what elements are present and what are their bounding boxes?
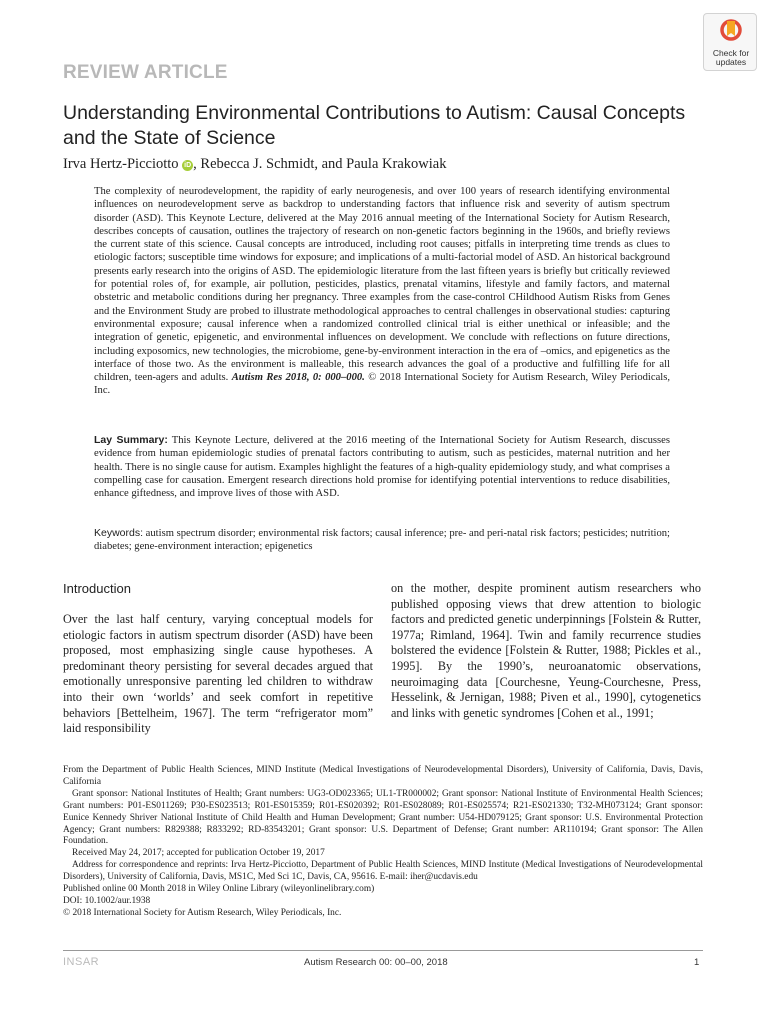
intro-column-left: [63, 612, 373, 737]
lay-summary-text: This Keynote Lecture, delivered at the 2016 meeting of the International Society for Autism Research, discusses evidence from human epidemiologic studies of prenatal factors contributing to autism, such as pesticides, maternal nutrition and her health. There is no single cause for autism. Examples highlight the features of a high-quality epidemiology study, and what comprises a compelling case for causation. Emergent research directions hold promise for identifying potential interventions to reduce disabilities, enhance giftedness, and improve lives of those with ASD.: [94, 435, 670, 500]
abstract: [94, 185, 670, 398]
lay-summary-label: Lay Summary:: [94, 434, 168, 446]
abstract-body: The complexity of neurodevelopment, the rapidity of early neurogenesis, and over 100 years of research identifying environmental influences on neurodevelopment serve as backdrop to understanding factors that influence risk and severity of autism spectrum disorder (ASD). This Keynote Lecture, delivered at the May 2016 annual meeting of the International Society for Autism Research, describes concepts of causation, outlines the trajectory of research on non-genetic factors beginning in the 1960s, and briefly reviews the current state of this science. Causal concepts are introduced, including root causes; pitfalls in interpreting time trends as clues to etiologic factors; susceptible time windows for exposure; and implications of a multi-factorial model of ASD. An historical background presents early research into the origins of ASD. The epidemiologic literature from the last fifteen years is briefly but critically reviewed for potential roles of, for example, air pollution, pesticides, plastics, prenatal vitamins, lifestyle and family factors, and maternal obstetric and metabolic conditions during her pregnancy. Three examples from the case-control CHildhood Autism Risks from Genes and the Environment Study are probed to illustrate methodological approaches to central challenges in observational studies: capturing environmental exposure; causal inference when a randomized controlled clinical trial is either unethical or infeasible; and the integration of genetic, epigenetic, and environmental influences on development. We conclude with reflections on future directions, including exposomics, new technologies, the microbiome, gene-by-environment interaction in the era of –omics, and epigenetics as the interface of those two. As the environment is malleable, this research advances the goal of a productive and fulfilling life for all children, teen-agers and adults.: [94, 186, 670, 384]
copyright-note: © 2018 International Society for Autism Research, Wiley Periodicals, Inc.: [63, 907, 342, 918]
address-note: Address for correspondence and reprints: Irva Hertz-Picciotto, Department of Public Health Sciences, MIND Institute (Medical Investigations of Neurodevelopmental Disorders), University of California, Davis, MS1C, Med Sci 1C, Davis, CA, 95616. E-mail: iher@ucdavis.edu: [63, 860, 703, 883]
footer-divider: [63, 950, 703, 951]
article-notes: [63, 765, 703, 920]
author-rest: , Rebecca J. Schmidt, and Paula Krakowiak: [193, 156, 447, 172]
footer-page-number: 1: [694, 957, 700, 968]
affiliation-note: From the Department of Public Health Sciences, MIND Institute (Medical Investigations of Neurodevelopmental Disorders), University of California, Davis, Davis, California: [63, 765, 703, 787]
article-title: Understanding Environmental Contributions to Autism: Causal Concepts and the State of Science: [63, 102, 686, 149]
introduction-heading: Introduction: [63, 581, 131, 596]
published-note: Published online 00 Month 2018 in Wiley Online Library (wileyonlinelibrary.com): [63, 884, 375, 895]
footer-society: INSAR: [63, 956, 100, 968]
intro-column-right: [391, 581, 701, 721]
check-for-updates-badge[interactable]: [703, 13, 757, 71]
author-first: Irva Hertz-Picciotto: [63, 156, 179, 172]
keywords-text: autism spectrum disorder; environmental risk factors; causal inference; pre- and peri-natal risk factors; pesticides; nutrition; diabetes; gene-environment interaction; epigenetics: [94, 528, 670, 553]
badge-line-1: Check for: [712, 48, 750, 58]
footer-journal: Autism Research 00: 00–00, 2018: [304, 957, 448, 968]
abstract-citation: Autism Res 2018, 0: 000–000.: [231, 372, 365, 384]
intro-right-text: on the mother, despite prominent autism researchers who published opposing views that drew attention to biologic factors and predicted genetic underpinnings [Folstein & Rutter, 1977a; Rimland, 1964]. Twin and family recurrence studies bolstered the evidence [Folstein & Rutter, 1988; Pickles et al., 1995]. By the 1990’s, neuroanatomic observations, neuroimaging data [Courchesne, Yeung-Courchesne, Press, Hesselink, & Jernigan, 1988; Piven et al., 1990], cytogenetics and links with genetic syndromes [Cohen et al., 1991;: [391, 581, 701, 720]
received-note: Received May 24, 2017; accepted for publication October 19, 2017: [72, 848, 325, 859]
keywords-label: Keywords:: [94, 527, 144, 539]
badge-line-2: updates: [715, 57, 747, 67]
intro-left-text: Over the last half century, varying conceptual models for etiologic factors in autism spectrum disorder (ASD) have been proposed, most emphasizing single cause hypotheses. A predominant theory persisting for several decades argued that emotionally unresponsive parenting led children to withdraw into their own ‘worlds’ and seek comfort in repetitive behaviors [Bettelheim, 1967]. The term “refrigerator mom” laid responsibility: [63, 612, 373, 736]
grant-note: Grant sponsor: National Institutes of Health; Grant numbers: UG3-OD023365; UL1-TR000002; Grant sponsor: National Institute of Environmental Health Sciences; Grant numbers: P01-ES011269; P30-ES023513; R01-ES015359; R01-ES020392; R01-ES028089; R01-ES025574; R21-ES021330; T32-MH073124; Grant sponsor: Eunice Kennedy Shriver National Institute of Child Health and Human Development; Grant number: U54-HD079125; Grant sponsor: U.S. Environmental Protection Agency; Grant numbers: R829388; R833292; RD-83543201; Grant sponsor: U.S. Department of Defense; Grant number: AR110194; Grant sponsor: The Allen Foundation.: [63, 788, 703, 847]
abstract-copyright: © 2018 International Society for Autism Research, Wiley Periodicals, Inc.: [94, 372, 670, 397]
doi-note: DOI: 10.1002/aur.1938: [63, 895, 151, 906]
author-line: [63, 156, 446, 173]
lay-summary: [94, 434, 670, 500]
section-label: REVIEW ARTICLE: [63, 62, 228, 83]
orcid-icon[interactable]: iD: [184, 162, 192, 169]
keywords: [94, 527, 670, 554]
crossmark-icon: [720, 19, 742, 45]
